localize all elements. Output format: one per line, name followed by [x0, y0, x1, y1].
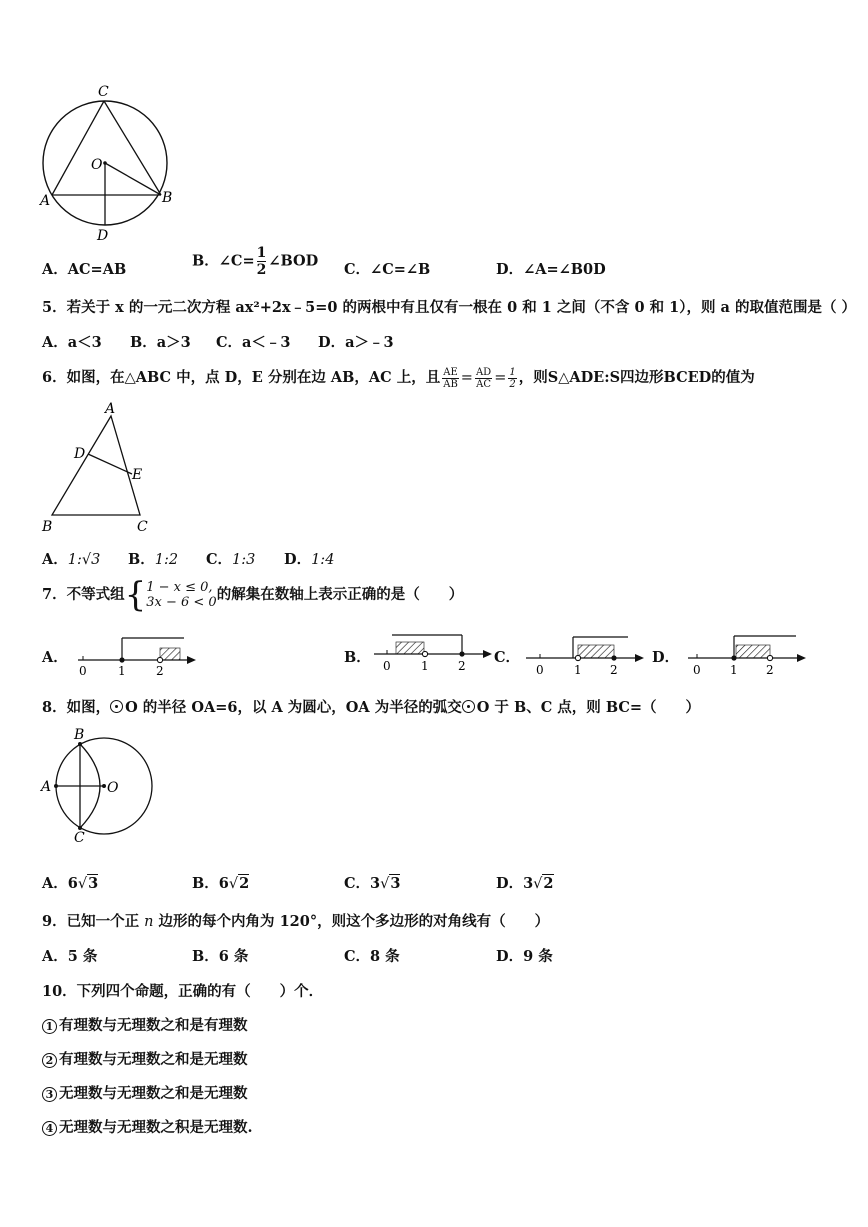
one-half-fraction: $\frac{1}{2}$ — [256, 245, 267, 278]
tick-0: 0 — [693, 663, 701, 677]
q7-option-c[interactable]: C． — [494, 649, 521, 666]
label-d: D — [74, 446, 86, 462]
q8-option-a[interactable]: A．6√3 — [42, 875, 99, 892]
q6-triangle-figure — [36, 400, 166, 538]
q4-circle-figure — [30, 78, 180, 248]
q4-option-a[interactable]: A．AC=AB — [42, 261, 127, 278]
q8-option-c[interactable]: C．3√3 — [344, 875, 401, 892]
chord-cb — [104, 101, 161, 195]
center-point — [103, 161, 107, 165]
q4-option-d[interactable]: D．∠A=∠B0D — [496, 261, 606, 278]
q5-option-c[interactable]: C．a＜﹣3 — [216, 334, 291, 351]
label-b: B — [162, 190, 173, 206]
number-line-b[interactable] — [374, 635, 492, 658]
q10-item-2: 2 有理数与无理数之和是无理数 — [42, 1048, 248, 1069]
q8-option-b[interactable]: B．6√2 — [192, 875, 250, 892]
q9-stem: 9．已知一个正 n 边形的每个内角为 120°，则这个多边形的对角线有（ ） — [42, 913, 550, 930]
q10-stem: 10．下列四个命题，正确的有（ ）个． — [42, 983, 324, 1000]
chord-ca — [52, 101, 104, 195]
q6-option-d[interactable]: D．1:4 — [284, 551, 335, 568]
label-a: A — [105, 401, 116, 417]
label-o: O — [107, 780, 119, 796]
q5-option-a[interactable]: A．a＜3 — [42, 334, 102, 351]
q9-option-d[interactable]: D．9 条 — [496, 948, 553, 965]
circle-dot-icon — [110, 700, 123, 713]
tick-0: 0 — [536, 663, 544, 677]
number-line-d[interactable] — [688, 636, 806, 662]
number-line-c[interactable] — [526, 637, 644, 662]
inequality-system: 1 − x ≤ 0, 3x − 6 < 0 — [146, 580, 217, 610]
tick-1: 1 — [730, 663, 738, 677]
q7-stem: 7．不等式组{ 1 − x ≤ 0, 3x − 6 < 0 的解集在数轴上表示正确的是（ ） — [42, 575, 464, 615]
tick-1: 1 — [421, 659, 429, 673]
q9-option-a[interactable]: A．5 条 — [42, 948, 98, 965]
tick-0: 0 — [79, 664, 87, 678]
q7-option-a[interactable]: A． — [42, 649, 68, 666]
q8-stem: 8．如图， O 的半径 OA=6，以 A 为圆心，OA 为半径的弧交 O 于 B、C 点，则 BC=（ ） — [42, 699, 701, 716]
number-line-a[interactable] — [78, 638, 196, 664]
label-a: A — [41, 779, 52, 795]
tick-1: 1 — [118, 664, 126, 678]
q10-item-1: 1 有理数与无理数之和是有理数 — [42, 1014, 248, 1035]
q6-option-c[interactable]: C．1:3 — [206, 551, 256, 568]
q10-item-4: 4 无理数与无理数之积是无理数. — [42, 1116, 253, 1137]
tick-0: 0 — [383, 659, 391, 673]
q5-option-b[interactable]: B．a＞3 — [130, 334, 191, 351]
q7-number-lines — [0, 626, 868, 682]
q6-option-b[interactable]: B．1:2 — [128, 551, 179, 568]
q7-option-b[interactable]: B． — [344, 649, 371, 666]
circle-dot-icon — [462, 700, 475, 713]
half-fraction: $\frac{1}{2}$ — [509, 366, 516, 390]
tick-2: 2 — [156, 664, 164, 678]
tick-1: 1 — [574, 663, 582, 677]
label-c: C — [137, 519, 148, 535]
ae-ab-fraction: $\frac{AE}{AB}$ — [443, 366, 458, 390]
triangle-abc — [52, 416, 143, 515]
q4-option-b[interactable]: B．∠C= $\frac{1}{2}$ ∠BOD — [192, 245, 319, 278]
q6-option-a[interactable]: A．1:√3 — [42, 551, 101, 568]
q8-circle-figure — [36, 724, 156, 846]
ad-ac-fraction: $\frac{AD}{AC}$ — [475, 366, 492, 390]
q10-item-3: 3 无理数与无理数之和是无理数 — [42, 1082, 248, 1103]
q8-option-d[interactable]: D．3√2 — [496, 875, 554, 892]
q5-stem: 5．若关于 x 的一元二次方程 ax²+2x﹣5=0 的两根中有且仅有一根在 0 和 1 之间（不含 0 和 1），则 a 的取值范围是（ ） — [42, 299, 857, 316]
q4-option-c[interactable]: C．∠C=∠B — [344, 261, 431, 278]
label-c: C — [74, 830, 85, 846]
label-c: C — [98, 84, 109, 100]
label-b: B — [74, 727, 85, 743]
q9-option-c[interactable]: C．8 条 — [344, 948, 400, 965]
label-d: D — [97, 228, 109, 244]
tick-2: 2 — [766, 663, 774, 677]
label-o: O — [91, 157, 103, 173]
tick-2: 2 — [458, 659, 466, 673]
label-b: B — [42, 519, 53, 535]
label-a: A — [40, 193, 51, 209]
segment-ob — [105, 163, 161, 195]
q6-stem: 6．如图，在△ABC 中，点 D，E 分别在边 AB，AC 上，且 $\frac{AE}{AB}$ = $\frac{AD}{AC}$ = $\frac{1}{2}$ ，则S△ADE:S四边形BCED的值为 — [42, 366, 755, 390]
q9-option-b[interactable]: B．6 条 — [192, 948, 249, 965]
q5-option-d[interactable]: D．a＞﹣3 — [318, 334, 394, 351]
q7-option-d[interactable]: D． — [652, 649, 680, 666]
tick-2: 2 — [610, 663, 618, 677]
label-e: E — [132, 467, 143, 483]
